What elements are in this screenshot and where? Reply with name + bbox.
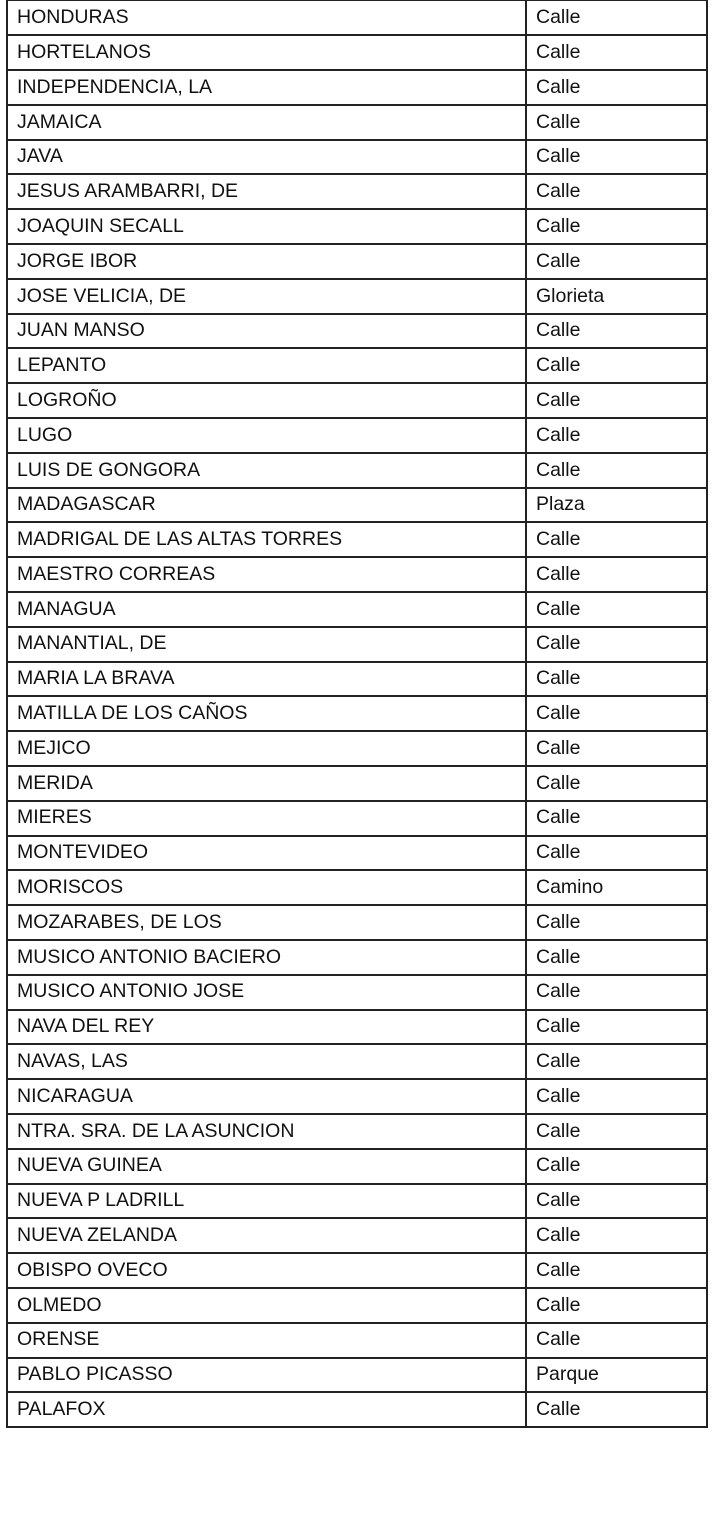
table-row [7,383,707,418]
table-row [7,418,707,453]
street-type-cell: Plaza [526,488,707,523]
table-row [7,662,707,697]
table-row [7,488,707,523]
street-type-cell: Calle [526,348,707,383]
street-type-cell: Calle [526,105,707,140]
street-type-cell: Calle [526,836,707,871]
table-row [7,592,707,627]
street-name-cell: JAMAICA [7,105,526,140]
table-row [7,35,707,70]
table-row [7,975,707,1010]
street-name-cell: MATILLA DE LOS CAÑOS [7,696,526,731]
table-row [7,453,707,488]
table-row [7,1392,707,1427]
street-name-cell: MADRIGAL DE LAS ALTAS TORRES [7,522,526,557]
street-name-cell: MOZARABES, DE LOS [7,905,526,940]
table-row [7,1288,707,1323]
street-type-cell: Calle [526,1114,707,1149]
table-row [7,174,707,209]
street-type-cell: Calle [526,592,707,627]
street-type-cell: Calle [526,1149,707,1184]
street-type-cell: Calle [526,1184,707,1219]
street-type-cell: Calle [526,522,707,557]
street-name-cell: NAVAS, LAS [7,1044,526,1079]
table-row [7,1114,707,1149]
table-row [7,1184,707,1219]
street-type-cell: Calle [526,731,707,766]
street-name-cell: MERIDA [7,766,526,801]
street-name-cell: MANAGUA [7,592,526,627]
table-row [7,1079,707,1114]
table-row [7,940,707,975]
street-name-cell: JOSE VELICIA, DE [7,279,526,314]
street-table-body [7,1,707,1428]
street-type-cell: Calle [526,1392,707,1427]
street-type-cell: Glorieta [526,279,707,314]
street-type-cell: Calle [526,1323,707,1358]
street-type-cell: Parque [526,1358,707,1393]
street-name-cell: ORENSE [7,1323,526,1358]
street-type-cell: Calle [526,244,707,279]
street-name-cell: JAVA [7,140,526,175]
street-name-cell: MEJICO [7,731,526,766]
table-row [7,801,707,836]
street-name-cell: MADAGASCAR [7,488,526,523]
table-row [7,905,707,940]
table-row [7,209,707,244]
table-row [7,522,707,557]
street-name-cell: JESUS ARAMBARRI, DE [7,174,526,209]
street-type-cell: Calle [526,557,707,592]
street-name-cell: PALAFOX [7,1392,526,1427]
street-name-cell: INDEPENDENCIA, LA [7,70,526,105]
street-name-cell: MUSICO ANTONIO BACIERO [7,940,526,975]
table-row [7,557,707,592]
street-type-cell: Calle [526,1,707,36]
table-row [7,70,707,105]
street-list-sheet [6,0,706,1428]
street-type-cell: Calle [526,70,707,105]
street-name-cell: NTRA. SRA. DE LA ASUNCION [7,1114,526,1149]
table-row [7,696,707,731]
table-row [7,766,707,801]
table-row [7,244,707,279]
table-row [7,1010,707,1045]
street-name-cell: JOAQUIN SECALL [7,209,526,244]
street-name-cell: HONDURAS [7,1,526,36]
table-row [7,627,707,662]
street-type-cell: Calle [526,975,707,1010]
street-type-cell: Calle [526,174,707,209]
street-name-cell: NUEVA ZELANDA [7,1218,526,1253]
table-row [7,140,707,175]
table-row [7,1218,707,1253]
table-row [7,314,707,349]
street-type-cell: Calle [526,418,707,453]
street-type-cell: Calle [526,314,707,349]
street-name-cell: JORGE IBOR [7,244,526,279]
street-type-cell: Calle [526,1253,707,1288]
street-name-cell: MIERES [7,801,526,836]
street-type-cell: Calle [526,140,707,175]
street-type-cell: Calle [526,1044,707,1079]
table-row [7,836,707,871]
street-type-cell: Calle [526,905,707,940]
street-type-cell: Calle [526,383,707,418]
table-row [7,1149,707,1184]
table-row [7,1044,707,1079]
street-name-cell: LUGO [7,418,526,453]
table-row [7,1358,707,1393]
street-name-cell: NUEVA P LADRILL [7,1184,526,1219]
street-name-cell: JUAN MANSO [7,314,526,349]
street-type-cell: Calle [526,1010,707,1045]
street-name-cell: MANANTIAL, DE [7,627,526,662]
street-name-cell: LOGROÑO [7,383,526,418]
street-name-cell: LUIS DE GONGORA [7,453,526,488]
street-name-cell: MONTEVIDEO [7,836,526,871]
table-row [7,870,707,905]
street-name-cell: OLMEDO [7,1288,526,1323]
street-name-cell: LEPANTO [7,348,526,383]
street-name-cell: MORISCOS [7,870,526,905]
street-name-cell: HORTELANOS [7,35,526,70]
street-name-cell: OBISPO OVECO [7,1253,526,1288]
street-table [6,0,708,1428]
street-name-cell: NUEVA GUINEA [7,1149,526,1184]
street-type-cell: Calle [526,1288,707,1323]
street-type-cell: Calle [526,696,707,731]
table-row [7,105,707,140]
street-type-cell: Calle [526,35,707,70]
street-name-cell: MARIA LA BRAVA [7,662,526,697]
street-type-cell: Camino [526,870,707,905]
street-name-cell: PABLO PICASSO [7,1358,526,1393]
table-row [7,279,707,314]
street-type-cell: Calle [526,940,707,975]
street-type-cell: Calle [526,209,707,244]
street-type-cell: Calle [526,453,707,488]
street-name-cell: NICARAGUA [7,1079,526,1114]
street-name-cell: MUSICO ANTONIO JOSE [7,975,526,1010]
street-type-cell: Calle [526,1079,707,1114]
table-row [7,731,707,766]
street-name-cell: NAVA DEL REY [7,1010,526,1045]
street-type-cell: Calle [526,1218,707,1253]
street-type-cell: Calle [526,766,707,801]
table-row [7,1253,707,1288]
street-type-cell: Calle [526,801,707,836]
street-type-cell: Calle [526,627,707,662]
table-row [7,1,707,36]
table-row [7,348,707,383]
table-row [7,1323,707,1358]
street-name-cell: MAESTRO CORREAS [7,557,526,592]
street-type-cell: Calle [526,662,707,697]
